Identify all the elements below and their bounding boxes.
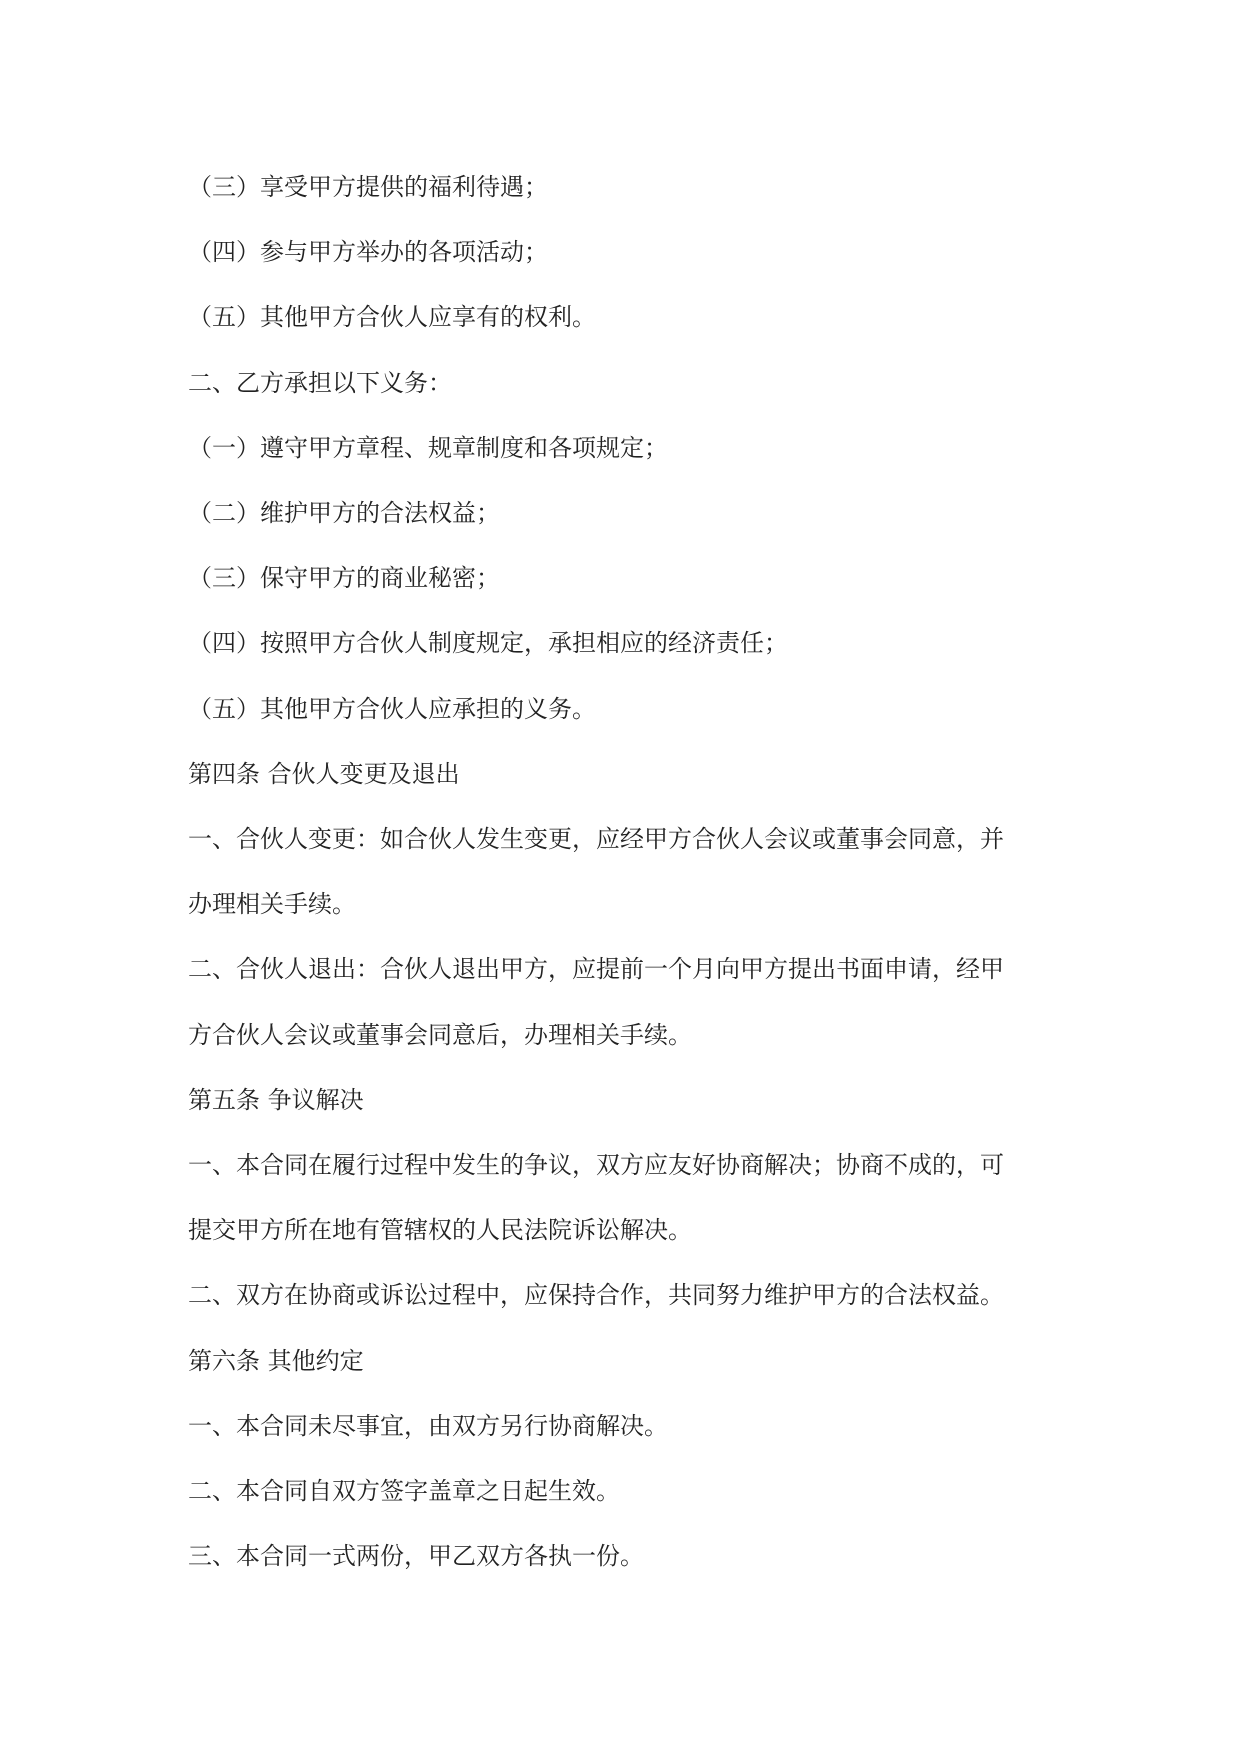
clause-text-line: 一、本合同在履行过程中发生的争议，双方应友好协商解决；协商不成的，可 — [188, 1151, 1004, 1180]
document-body — [188, 155, 1058, 1589]
article-heading: 第六条 其他约定 — [188, 1346, 364, 1375]
clause-text-line: 二、本合同自双方签字盖章之日起生效。 — [188, 1477, 620, 1506]
clause-text-line: （五）其他甲方合伙人应享有的权利。 — [188, 303, 596, 332]
clause-text-line: （五）其他甲方合伙人应承担的义务。 — [188, 694, 596, 723]
clause-text-line: （二）维护甲方的合法权益； — [188, 499, 500, 528]
clause-text-line: （三）保守甲方的商业秘密； — [188, 564, 500, 593]
clause-text-line: 二、合伙人退出：合伙人退出甲方，应提前一个月向甲方提出书面申请，经甲 — [188, 955, 1004, 984]
section-heading: 二、乙方承担以下义务： — [188, 368, 452, 397]
article-heading: 第四条 合伙人变更及退出 — [188, 759, 460, 788]
clause-text-line: （一）遵守甲方章程、规章制度和各项规定； — [188, 433, 668, 462]
article-heading: 第五条 争议解决 — [188, 1085, 364, 1114]
clause-text-line: （三）享受甲方提供的福利待遇； — [188, 173, 548, 201]
clause-text-line: （四）按照甲方合伙人制度规定，承担相应的经济责任； — [188, 629, 788, 658]
clause-text-line: （四）参与甲方举办的各项活动； — [188, 238, 548, 267]
clause-text-line: 三、本合同一式两份，甲乙双方各执一份。 — [188, 1542, 644, 1571]
clause-text-line: 一、本合同未尽事宜，由双方另行协商解决。 — [188, 1411, 668, 1440]
clause-text-line: 二、双方在协商或诉讼过程中，应保持合作，共同努力维护甲方的合法权益。 — [188, 1281, 1004, 1310]
clause-text-line: 方合伙人会议或董事会同意后，办理相关手续。 — [188, 1020, 692, 1049]
clause-text-line: 一、合伙人变更：如合伙人发生变更，应经甲方合伙人会议或董事会同意，并 — [188, 825, 1004, 854]
clause-text-line: 办理相关手续。 — [188, 890, 356, 919]
clause-text-line: 提交甲方所在地有管辖权的人民法院诉讼解决。 — [188, 1216, 692, 1245]
